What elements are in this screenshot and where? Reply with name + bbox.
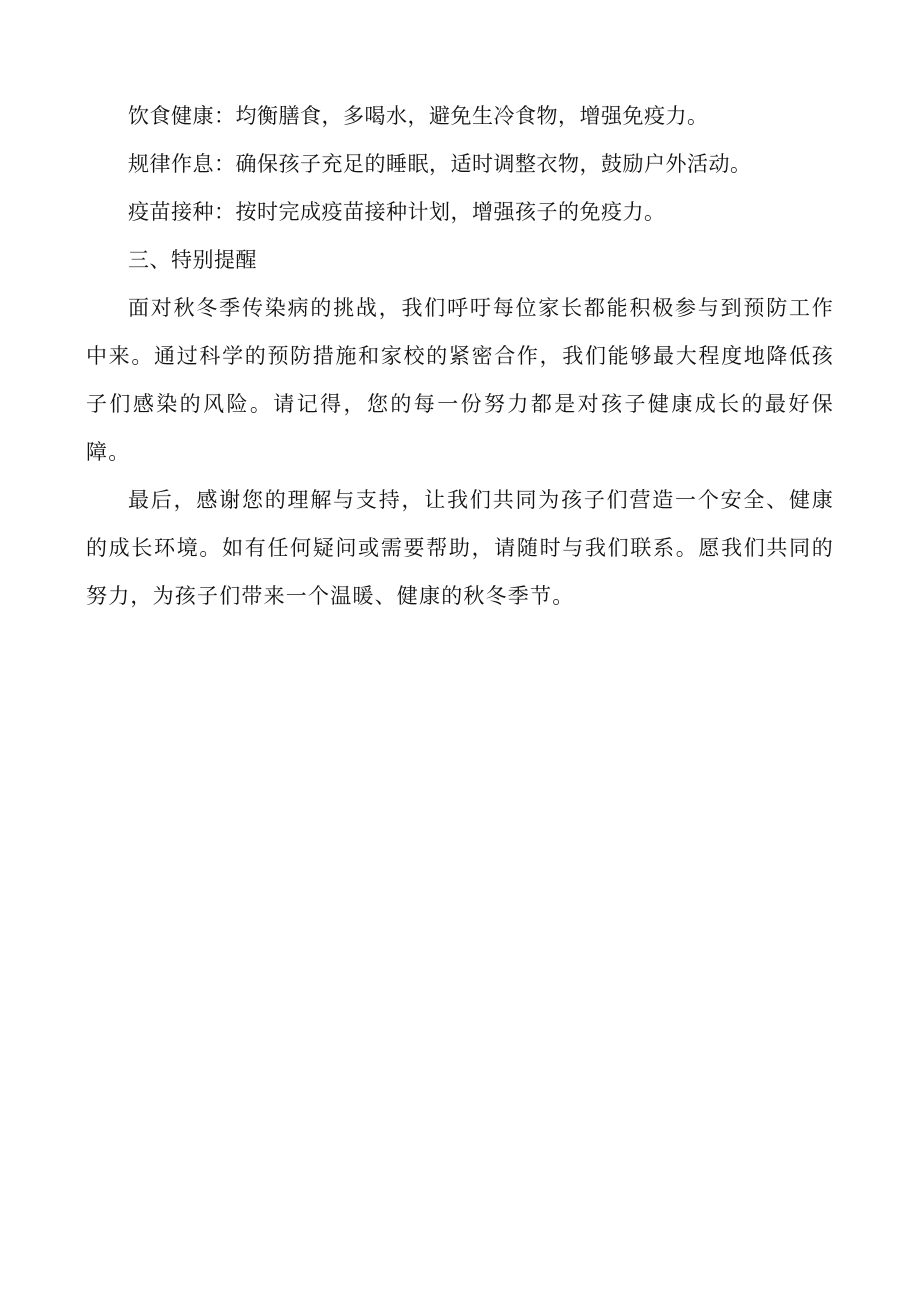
paragraph-reminder: 面对秋冬季传染病的挑战，我们呼吁每位家长都能积极参与到预防工作中来。通过科学的预防措施和家校的紧密合作，我们能够最大程度地降低孩子们感染的风险。请记得，您的每一份努力都是对孩子健康成长的最好保障。 (86, 296, 834, 464)
item-vaccination: 疫苗接种：按时完成疫苗接种计划，增强孩子的免疫力。 (128, 200, 666, 224)
item-diet: 饮食健康：均衡膳食，多喝水，避免生冷食物，增强免疫力。 (128, 104, 709, 128)
section-heading: 三、特别提醒 (128, 248, 257, 272)
item-routine: 规律作息：确保孩子充足的睡眠，适时调整衣物，鼓励户外活动。 (128, 152, 752, 176)
document-body (86, 92, 834, 620)
paragraph-closing: 最后，感谢您的理解与支持，让我们共同为孩子们营造一个安全、健康的成长环境。如有任何疑问或需要帮助，请随时与我们联系。愿我们共同的努力，为孩子们带来一个温暖、健康的秋冬季节。 (86, 488, 834, 608)
